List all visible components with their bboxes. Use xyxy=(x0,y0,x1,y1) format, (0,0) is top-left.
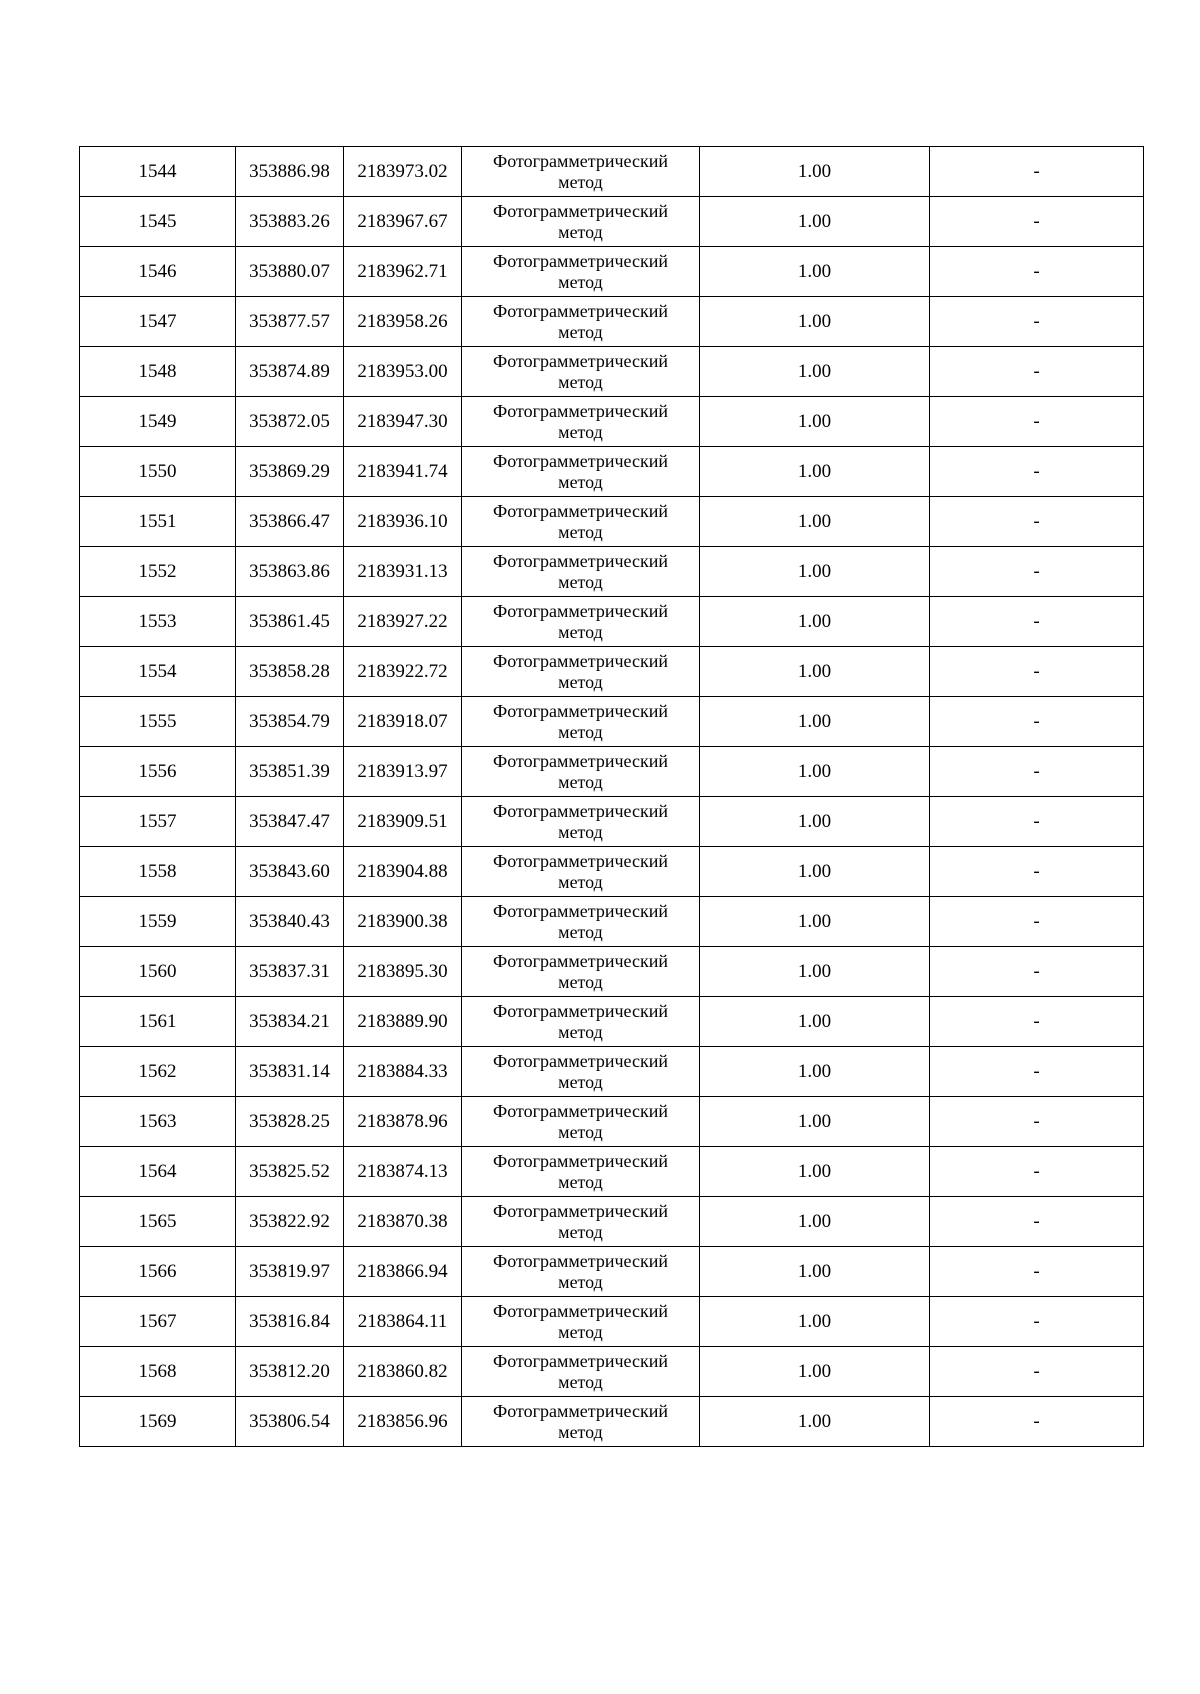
y-coordinate-cell: 2183884.33 xyxy=(344,1047,462,1097)
x-coordinate-cell: 353851.39 xyxy=(236,747,344,797)
method-line-2: метод xyxy=(558,871,603,892)
method-cell xyxy=(462,147,700,197)
point-number-cell: 1547 xyxy=(80,297,236,347)
point-number-cell: 1556 xyxy=(80,747,236,797)
x-coordinate-cell: 353847.47 xyxy=(236,797,344,847)
method-line-2: метод xyxy=(558,271,603,292)
note-cell: - xyxy=(930,1397,1144,1447)
precision-cell: 1.00 xyxy=(700,397,930,447)
y-coordinate-cell: 2183958.26 xyxy=(344,297,462,347)
method-line-2: метод xyxy=(558,721,603,742)
method-line-1: Фотограмметрический xyxy=(493,400,668,421)
precision-cell: 1.00 xyxy=(700,797,930,847)
y-coordinate-cell: 2183860.82 xyxy=(344,1347,462,1397)
y-coordinate-cell: 2183874.13 xyxy=(344,1147,462,1197)
table-row xyxy=(80,747,1144,797)
point-number-cell: 1549 xyxy=(80,397,236,447)
method-line-2: метод xyxy=(558,1171,603,1192)
point-number-cell: 1561 xyxy=(80,997,236,1047)
point-number-cell: 1557 xyxy=(80,797,236,847)
y-coordinate-cell: 2183856.96 xyxy=(344,1397,462,1447)
table-row xyxy=(80,297,1144,347)
method-line-1: Фотограмметрический xyxy=(493,450,668,471)
method-cell xyxy=(462,447,700,497)
table-row xyxy=(80,597,1144,647)
y-coordinate-cell: 2183900.38 xyxy=(344,897,462,947)
method-cell xyxy=(462,897,700,947)
table-row xyxy=(80,647,1144,697)
y-coordinate-cell: 2183936.10 xyxy=(344,497,462,547)
table-row xyxy=(80,147,1144,197)
precision-cell: 1.00 xyxy=(700,497,930,547)
x-coordinate-cell: 353866.47 xyxy=(236,497,344,547)
y-coordinate-cell: 2183904.88 xyxy=(344,847,462,897)
table-row xyxy=(80,1347,1144,1397)
method-line-2: метод xyxy=(558,571,603,592)
note-cell: - xyxy=(930,1347,1144,1397)
note-cell: - xyxy=(930,597,1144,647)
precision-cell: 1.00 xyxy=(700,1147,930,1197)
table-row xyxy=(80,697,1144,747)
point-number-cell: 1548 xyxy=(80,347,236,397)
note-cell: - xyxy=(930,1097,1144,1147)
method-line-1: Фотограмметрический xyxy=(493,750,668,771)
precision-cell: 1.00 xyxy=(700,647,930,697)
precision-cell: 1.00 xyxy=(700,247,930,297)
method-line-1: Фотограмметрический xyxy=(493,1400,668,1421)
precision-cell: 1.00 xyxy=(700,947,930,997)
method-line-1: Фотограмметрический xyxy=(493,950,668,971)
note-cell: - xyxy=(930,347,1144,397)
method-line-1: Фотограмметрический xyxy=(493,1350,668,1371)
method-line-1: Фотограмметрический xyxy=(493,500,668,521)
table-row xyxy=(80,497,1144,547)
method-cell xyxy=(462,747,700,797)
point-number-cell: 1545 xyxy=(80,197,236,247)
method-cell xyxy=(462,647,700,697)
point-number-cell: 1554 xyxy=(80,647,236,697)
table-row xyxy=(80,447,1144,497)
method-line-1: Фотограмметрический xyxy=(493,1300,668,1321)
x-coordinate-cell: 353858.28 xyxy=(236,647,344,697)
note-cell: - xyxy=(930,697,1144,747)
method-line-2: метод xyxy=(558,471,603,492)
precision-cell: 1.00 xyxy=(700,897,930,947)
method-cell xyxy=(462,1397,700,1447)
precision-cell: 1.00 xyxy=(700,747,930,797)
point-number-cell: 1552 xyxy=(80,547,236,597)
method-line-2: метод xyxy=(558,1271,603,1292)
method-cell xyxy=(462,947,700,997)
precision-cell: 1.00 xyxy=(700,547,930,597)
note-cell: - xyxy=(930,847,1144,897)
method-cell xyxy=(462,1097,700,1147)
precision-cell: 1.00 xyxy=(700,697,930,747)
method-cell xyxy=(462,797,700,847)
note-cell: - xyxy=(930,397,1144,447)
table-row xyxy=(80,1247,1144,1297)
x-coordinate-cell: 353877.57 xyxy=(236,297,344,347)
note-cell: - xyxy=(930,1047,1144,1097)
point-number-cell: 1568 xyxy=(80,1347,236,1397)
precision-cell: 1.00 xyxy=(700,997,930,1047)
method-cell xyxy=(462,1197,700,1247)
method-line-2: метод xyxy=(558,771,603,792)
method-line-1: Фотограмметрический xyxy=(493,1250,668,1271)
method-line-2: метод xyxy=(558,1121,603,1142)
method-cell xyxy=(462,297,700,347)
method-cell xyxy=(462,197,700,247)
table-row xyxy=(80,547,1144,597)
note-cell: - xyxy=(930,947,1144,997)
method-line-2: метод xyxy=(558,1221,603,1242)
method-line-2: метод xyxy=(558,171,603,192)
point-number-cell: 1555 xyxy=(80,697,236,747)
x-coordinate-cell: 353816.84 xyxy=(236,1297,344,1347)
x-coordinate-cell: 353880.07 xyxy=(236,247,344,297)
note-cell: - xyxy=(930,447,1144,497)
precision-cell: 1.00 xyxy=(700,597,930,647)
x-coordinate-cell: 353831.14 xyxy=(236,1047,344,1097)
precision-cell: 1.00 xyxy=(700,347,930,397)
x-coordinate-cell: 353886.98 xyxy=(236,147,344,197)
x-coordinate-cell: 353843.60 xyxy=(236,847,344,897)
method-line-2: метод xyxy=(558,1421,603,1442)
table-row xyxy=(80,1397,1144,1447)
method-cell xyxy=(462,597,700,647)
table-row xyxy=(80,347,1144,397)
table-row xyxy=(80,1097,1144,1147)
method-cell xyxy=(462,1347,700,1397)
method-line-1: Фотограмметрический xyxy=(493,700,668,721)
point-number-cell: 1550 xyxy=(80,447,236,497)
method-line-1: Фотограмметрический xyxy=(493,600,668,621)
point-number-cell: 1563 xyxy=(80,1097,236,1147)
method-cell xyxy=(462,247,700,297)
precision-cell: 1.00 xyxy=(700,447,930,497)
method-line-1: Фотограмметрический xyxy=(493,250,668,271)
y-coordinate-cell: 2183913.97 xyxy=(344,747,462,797)
x-coordinate-cell: 353883.26 xyxy=(236,197,344,247)
coordinates-table-body xyxy=(80,147,1144,1447)
precision-cell: 1.00 xyxy=(700,1247,930,1297)
x-coordinate-cell: 353828.25 xyxy=(236,1097,344,1147)
note-cell: - xyxy=(930,197,1144,247)
precision-cell: 1.00 xyxy=(700,1347,930,1397)
method-cell xyxy=(462,1297,700,1347)
method-cell xyxy=(462,497,700,547)
method-cell xyxy=(462,1047,700,1097)
method-line-2: метод xyxy=(558,371,603,392)
note-cell: - xyxy=(930,247,1144,297)
table-row xyxy=(80,1147,1144,1197)
note-cell: - xyxy=(930,1297,1144,1347)
point-number-cell: 1546 xyxy=(80,247,236,297)
precision-cell: 1.00 xyxy=(700,297,930,347)
y-coordinate-cell: 2183947.30 xyxy=(344,397,462,447)
note-cell: - xyxy=(930,1247,1144,1297)
method-line-2: метод xyxy=(558,971,603,992)
y-coordinate-cell: 2183922.72 xyxy=(344,647,462,697)
method-line-2: метод xyxy=(558,321,603,342)
note-cell: - xyxy=(930,297,1144,347)
method-line-1: Фотограмметрический xyxy=(493,850,668,871)
x-coordinate-cell: 353840.43 xyxy=(236,897,344,947)
note-cell: - xyxy=(930,647,1144,697)
point-number-cell: 1560 xyxy=(80,947,236,997)
precision-cell: 1.00 xyxy=(700,1297,930,1347)
method-cell xyxy=(462,697,700,747)
x-coordinate-cell: 353869.29 xyxy=(236,447,344,497)
method-line-1: Фотограмметрический xyxy=(493,300,668,321)
y-coordinate-cell: 2183927.22 xyxy=(344,597,462,647)
point-number-cell: 1559 xyxy=(80,897,236,947)
point-number-cell: 1567 xyxy=(80,1297,236,1347)
method-line-1: Фотограмметрический xyxy=(493,1000,668,1021)
x-coordinate-cell: 353825.52 xyxy=(236,1147,344,1197)
note-cell: - xyxy=(930,897,1144,947)
precision-cell: 1.00 xyxy=(700,1397,930,1447)
y-coordinate-cell: 2183878.96 xyxy=(344,1097,462,1147)
point-number-cell: 1551 xyxy=(80,497,236,547)
y-coordinate-cell: 2183967.67 xyxy=(344,197,462,247)
method-line-2: метод xyxy=(558,821,603,842)
table-row xyxy=(80,797,1144,847)
x-coordinate-cell: 353863.86 xyxy=(236,547,344,597)
method-line-2: метод xyxy=(558,621,603,642)
method-line-1: Фотограмметрический xyxy=(493,150,668,171)
point-number-cell: 1544 xyxy=(80,147,236,197)
x-coordinate-cell: 353834.21 xyxy=(236,997,344,1047)
x-coordinate-cell: 353837.31 xyxy=(236,947,344,997)
method-line-2: метод xyxy=(558,1021,603,1042)
point-number-cell: 1553 xyxy=(80,597,236,647)
note-cell: - xyxy=(930,147,1144,197)
point-number-cell: 1569 xyxy=(80,1397,236,1447)
y-coordinate-cell: 2183909.51 xyxy=(344,797,462,847)
x-coordinate-cell: 353822.92 xyxy=(236,1197,344,1247)
table-row xyxy=(80,1297,1144,1347)
y-coordinate-cell: 2183866.94 xyxy=(344,1247,462,1297)
method-line-1: Фотограмметрический xyxy=(493,1200,668,1221)
method-line-1: Фотограмметрический xyxy=(493,1100,668,1121)
note-cell: - xyxy=(930,747,1144,797)
method-line-1: Фотограмметрический xyxy=(493,550,668,571)
note-cell: - xyxy=(930,547,1144,597)
table-row xyxy=(80,1047,1144,1097)
y-coordinate-cell: 2183973.02 xyxy=(344,147,462,197)
x-coordinate-cell: 353861.45 xyxy=(236,597,344,647)
x-coordinate-cell: 353872.05 xyxy=(236,397,344,447)
y-coordinate-cell: 2183941.74 xyxy=(344,447,462,497)
x-coordinate-cell: 353812.20 xyxy=(236,1347,344,1397)
point-number-cell: 1565 xyxy=(80,1197,236,1247)
method-cell xyxy=(462,347,700,397)
point-number-cell: 1558 xyxy=(80,847,236,897)
method-line-1: Фотограмметрический xyxy=(493,800,668,821)
precision-cell: 1.00 xyxy=(700,197,930,247)
y-coordinate-cell: 2183962.71 xyxy=(344,247,462,297)
table-row xyxy=(80,847,1144,897)
method-line-1: Фотограмметрический xyxy=(493,200,668,221)
y-coordinate-cell: 2183870.38 xyxy=(344,1197,462,1247)
table-row xyxy=(80,947,1144,997)
method-line-2: метод xyxy=(558,221,603,242)
method-cell xyxy=(462,997,700,1047)
method-line-1: Фотограмметрический xyxy=(493,1150,668,1171)
method-line-1: Фотограмметрический xyxy=(493,650,668,671)
note-cell: - xyxy=(930,997,1144,1047)
precision-cell: 1.00 xyxy=(700,847,930,897)
method-line-1: Фотограмметрический xyxy=(493,350,668,371)
method-cell xyxy=(462,547,700,597)
y-coordinate-cell: 2183953.00 xyxy=(344,347,462,397)
note-cell: - xyxy=(930,797,1144,847)
point-number-cell: 1566 xyxy=(80,1247,236,1297)
method-line-1: Фотограмметрический xyxy=(493,1050,668,1071)
table-row xyxy=(80,897,1144,947)
point-number-cell: 1562 xyxy=(80,1047,236,1097)
coordinates-table xyxy=(79,146,1144,1447)
method-line-2: метод xyxy=(558,1321,603,1342)
note-cell: - xyxy=(930,1197,1144,1247)
method-cell xyxy=(462,847,700,897)
x-coordinate-cell: 353806.54 xyxy=(236,1397,344,1447)
table-row xyxy=(80,197,1144,247)
x-coordinate-cell: 353819.97 xyxy=(236,1247,344,1297)
method-cell xyxy=(462,1147,700,1197)
table-row xyxy=(80,247,1144,297)
x-coordinate-cell: 353854.79 xyxy=(236,697,344,747)
y-coordinate-cell: 2183864.11 xyxy=(344,1297,462,1347)
x-coordinate-cell: 353874.89 xyxy=(236,347,344,397)
table-row xyxy=(80,1197,1144,1247)
method-cell xyxy=(462,1247,700,1297)
y-coordinate-cell: 2183931.13 xyxy=(344,547,462,597)
precision-cell: 1.00 xyxy=(700,1197,930,1247)
table-row xyxy=(80,397,1144,447)
y-coordinate-cell: 2183918.07 xyxy=(344,697,462,747)
y-coordinate-cell: 2183895.30 xyxy=(344,947,462,997)
note-cell: - xyxy=(930,1147,1144,1197)
method-line-2: метод xyxy=(558,521,603,542)
note-cell: - xyxy=(930,497,1144,547)
method-line-1: Фотограмметрический xyxy=(493,900,668,921)
method-line-2: метод xyxy=(558,421,603,442)
y-coordinate-cell: 2183889.90 xyxy=(344,997,462,1047)
method-line-2: метод xyxy=(558,1371,603,1392)
point-number-cell: 1564 xyxy=(80,1147,236,1197)
precision-cell: 1.00 xyxy=(700,1097,930,1147)
method-line-2: метод xyxy=(558,671,603,692)
precision-cell: 1.00 xyxy=(700,147,930,197)
method-cell xyxy=(462,397,700,447)
method-line-2: метод xyxy=(558,921,603,942)
table-row xyxy=(80,997,1144,1047)
method-line-2: метод xyxy=(558,1071,603,1092)
precision-cell: 1.00 xyxy=(700,1047,930,1097)
